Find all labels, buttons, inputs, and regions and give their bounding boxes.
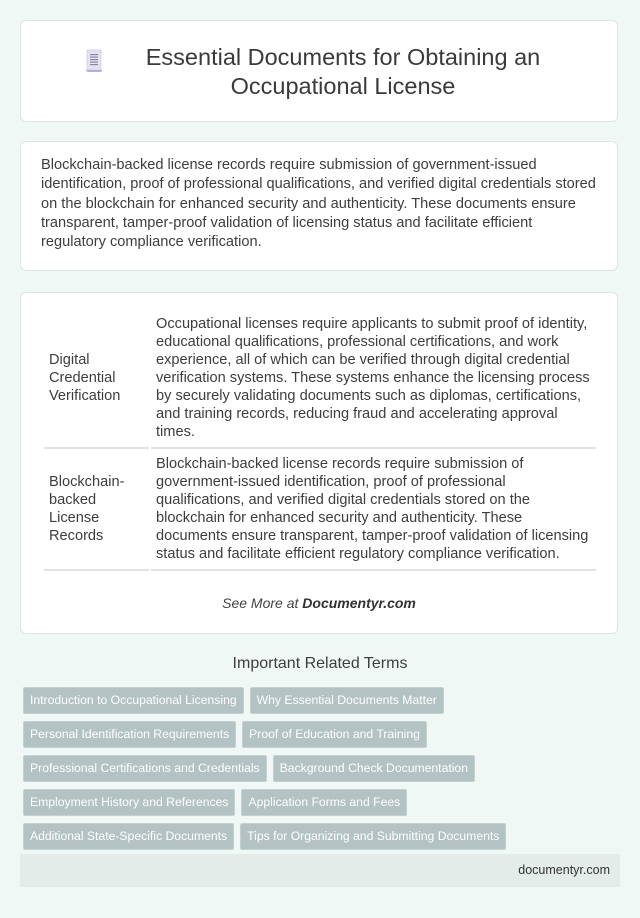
- table-description: Occupational licenses require applicants to submit proof of identity, educational qualifications, professional certifications, and work experience, all of which can be verified through digital credential verification systems. These systems enhance the licensing process by securely validating documents such as diplomas, certifications, and training records, reducing fraud and accelerating approval times.: [151, 309, 596, 449]
- table-row: [44, 449, 596, 571]
- related-term-tag[interactable]: Professional Certifications and Credentials: [23, 755, 267, 782]
- documents-table: [42, 303, 598, 571]
- related-term-tag[interactable]: Employment History and References: [23, 789, 235, 816]
- page-title: Essential Documents for Obtaining an Occupational License: [145, 44, 541, 99]
- see-more-prefix: See More at: [222, 595, 303, 611]
- see-more-link[interactable]: Documentyr.com: [302, 595, 416, 611]
- related-term-tag[interactable]: Personal Identification Requirements: [23, 721, 236, 748]
- table-term: Digital Credential Verification: [44, 309, 149, 449]
- related-term-tag[interactable]: Background Check Documentation: [273, 755, 475, 782]
- table-description: Blockchain-backed license records require submission of government-issued identification, proof of professional qualifications, and verified digital credentials stored on the blockchain for enhanced security and authenticity. These documents ensure transparent, tamper-proof validation of licensing status and facilitate efficient regulatory compliance verification.: [151, 449, 596, 571]
- summary-card: [20, 141, 618, 271]
- related-term-tag[interactable]: Introduction to Occupational Licensing: [23, 687, 244, 714]
- related-terms-list: [23, 687, 523, 850]
- table-card: [20, 292, 618, 634]
- table-term: Blockchain-backed License Records: [44, 449, 149, 571]
- table-row: [44, 309, 596, 449]
- summary-text: Blockchain-backed license records require submission of government-issued identification, proof of professional qualifications, and verified digital credentials stored on the blockchain for enhanced security and authenticity. These documents ensure transparent, tamper-proof validation of licensing status and facilitate efficient regulatory compliance verification.: [41, 157, 596, 251]
- footer: [20, 854, 620, 887]
- related-term-tag[interactable]: Why Essential Documents Matter: [250, 687, 444, 714]
- related-term-tag[interactable]: Proof of Education and Training: [242, 721, 427, 748]
- footer-site[interactable]: documentyr.com: [518, 863, 610, 877]
- see-more: [21, 595, 617, 611]
- title-row: [21, 43, 617, 101]
- related-terms-title: Important Related Terms: [232, 655, 408, 672]
- related-term-tag[interactable]: Additional State-Specific Documents: [23, 823, 234, 850]
- related-term-tag[interactable]: Application Forms and Fees: [241, 789, 407, 816]
- related-term-tag[interactable]: Tips for Organizing and Submitting Documents: [240, 823, 506, 850]
- document-scroll-icon: [85, 49, 103, 73]
- title-card: [20, 20, 618, 122]
